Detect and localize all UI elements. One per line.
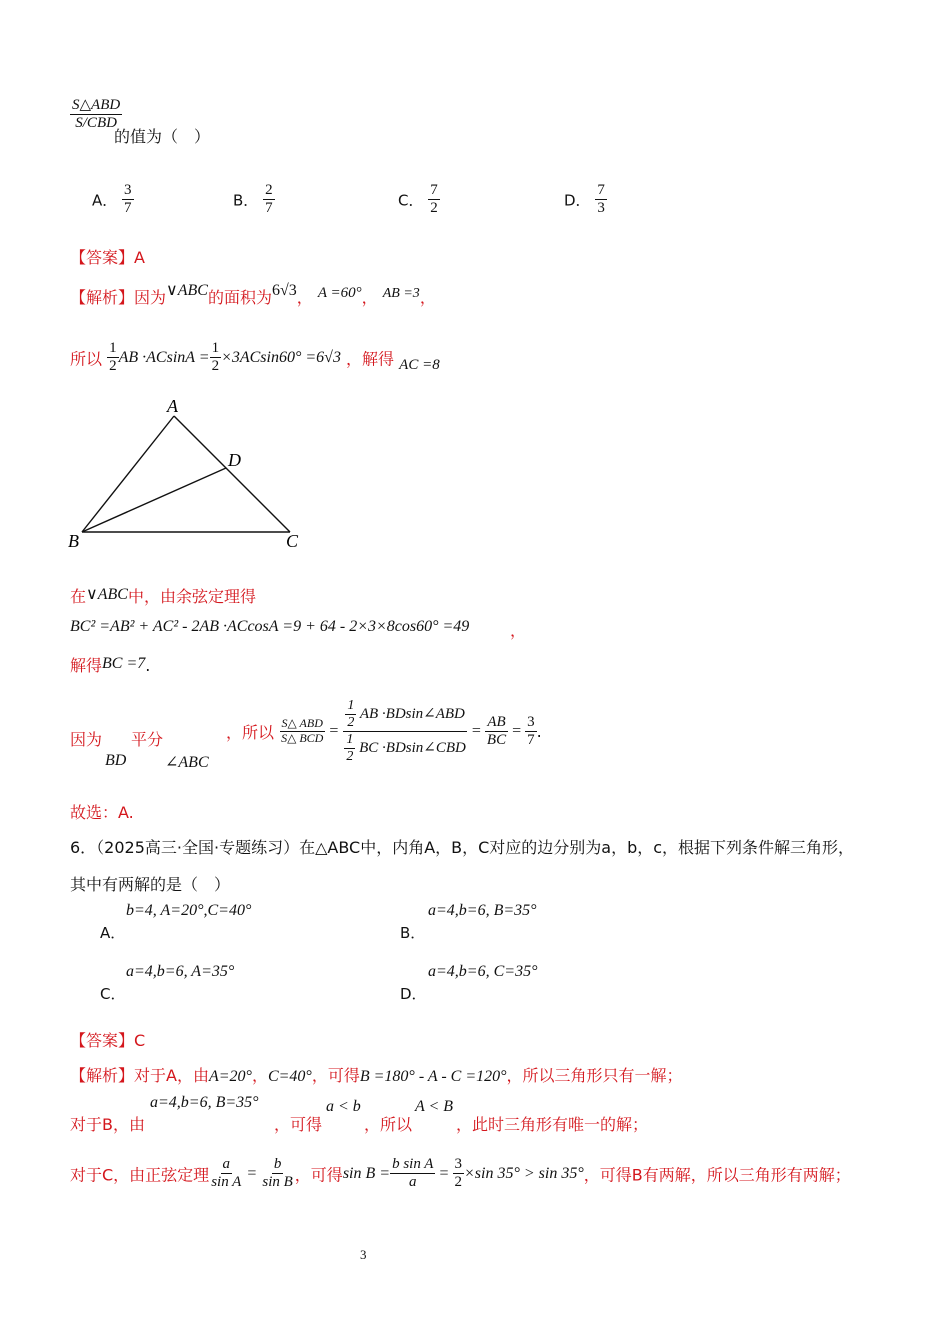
a1-conclusion: ，所以三角形只有一解； [506,1066,683,1085]
page-number: 3 [360,1247,367,1262]
bd-label: BD [105,752,127,769]
mid-den: BC ·BDsin∠CBD [359,740,466,757]
a1-angle-c: C=40° [267,1068,312,1085]
q6-option-a-label: A． [100,924,126,942]
half-num-4: 1 [344,732,355,749]
answer-line-q6 [70,1028,145,1051]
solve-text: ，解得 [346,349,395,369]
option-c [398,182,440,218]
vertex-d-label: D [228,450,241,470]
angle-a-value: A =60° [317,285,362,301]
answer-value-q6: C [134,1031,146,1050]
analysis-line-3 [70,584,256,607]
option-c-label: C． [398,191,424,210]
option-d-den: 3 [597,200,605,217]
analysis-because: 因为 [134,288,167,307]
triangle-figure [60,392,320,557]
c1-compare: ×sin 35° > sin 35° [464,1164,584,1182]
answer-value: A [134,248,145,267]
option-b-den: 7 [265,200,273,217]
q6-option-d-label: D． [400,985,427,1003]
analysis-line-5: 解得BC =7. [70,655,151,675]
c1-conclusion: ，可得B有两解，所以三角形有两解； [583,1165,851,1185]
half-num-2: 1 [210,340,222,358]
a1-angle-b: B =180° - A - C =120° [359,1068,507,1085]
so-text: 所以 [70,349,103,369]
option-a-num: 3 [122,182,134,200]
half-den-4: 2 [346,749,354,765]
because-text: 因为 [70,730,103,749]
answer-line-q5 [70,245,145,268]
option-a-den: 7 [124,200,132,217]
mid-num: AB ·BDsin∠ABD [359,706,465,723]
q6-option-d-expr: a=4,b=6, C=35° [428,963,538,980]
option-a [92,182,134,218]
for-b-text: 对于B，由 [70,1115,145,1134]
c1-f1-den: sin A [211,1174,242,1191]
c1-f3-den: a [409,1174,417,1191]
segment-bd [82,468,226,532]
half-num-3: 1 [345,698,356,715]
option-c-num: 7 [428,182,440,200]
q6-option-b-expr: a=4,b=6, B=35° [428,902,537,919]
question-suffix: 的值为（ ） [114,127,211,146]
option-b-label: B． [233,191,259,210]
analysis-area-text: 的面积为 [207,288,272,307]
option-b-num: 2 [263,182,275,200]
c1-f4-num: 3 [453,1156,465,1174]
cosine-equation: BC² =AB² + AC² - 2AB ·ACcosA =9 + 64 - 2×3×8cos60° =49 [70,618,470,635]
c1-f1-num: a [221,1156,233,1174]
comma: ， [510,621,527,640]
result-den: 7 [527,732,535,749]
q6-stem-line-1: 6．（2025高三·全国·专题练习）在△ABC中，内角A，B，C对应的边分别为a，b，c，根据下列条件解三角形， [70,838,855,857]
half-num: 1 [107,340,119,358]
c1-f2-den: sin B [262,1174,293,1191]
b1-get: ，可得 [274,1115,323,1134]
c1-sinb: sin B = [342,1164,391,1182]
bc-result: BC =7 [102,655,146,672]
analysis-tag-q6: 【解析】 [70,1066,135,1085]
ratio-den: BC [486,732,507,749]
b1-given: a=4,b=6, B=35° [150,1094,259,1111]
for-a-text: 对于A，由 [134,1066,209,1085]
vertex-a-label: A [167,396,178,416]
c1-f2-num: b [272,1156,284,1174]
b1-conclusion: ，此时三角形有唯一的解； [456,1115,649,1134]
a1-get: ，可得 [311,1066,360,1085]
b1-a-lt-b: a < b [326,1098,361,1115]
angle-abc-label: ∠ABC [165,754,209,771]
ratio-numerator: S△ABD [70,97,122,115]
ac-result: AC =8 [399,357,440,374]
for-c-text: 对于C，由正弦定理 [70,1165,210,1185]
half-den: 2 [109,358,117,375]
c1-f4-den: 2 [454,1174,462,1191]
bisect-text: 平分 [131,730,164,749]
side-ba [82,416,174,532]
lhs-den: S△ BCD [281,731,324,746]
b1-so: ，所以 [364,1115,413,1134]
cosine-law-text: 中，由余弦定理得 [127,587,256,606]
answer-tag-q6: 【答案】 [70,1031,135,1050]
b1-angle-compare: A < B [415,1098,454,1115]
answer-tag: 【答案】 [70,248,135,267]
result-num: 3 [525,714,537,732]
triangle-abc: ∨ABC [166,282,208,299]
option-d-label: D． [564,191,591,210]
option-d-num: 7 [595,182,607,200]
vertex-b-label: B [68,531,79,551]
q6-option-c-expr: a=4,b=6, A=35° [126,963,235,980]
option-d [564,182,607,218]
q6-option-b-label: B． [400,924,426,942]
side-ab-value: AB =3 [382,286,420,301]
q6-option-c-label: C． [100,985,126,1003]
triangle-abc-2: ∨ABC [86,586,128,603]
option-a-label: A． [92,191,118,210]
q6-option-a-expr: b=4, A=20°,C=40° [126,902,252,919]
side-ac [174,416,290,532]
ratio-equation: ，所以 $\frac{\text{S△ ABD}}{\text{S△ BCD}}$ = $\frac{1}{2}$ AB ·BDsin∠ABD $\frac{1}{2}$ BC ·BDsin∠CBD = $\frac{AB}{BC}$ = $\frac{3}{7}$ . [226,698,542,765]
option-c-den: 2 [430,200,438,217]
lhs-num: S△ ABD [281,716,323,731]
in-text: 在 [70,587,87,606]
half-den-2: 2 [211,358,220,375]
final-choice: 故选：A. [70,803,134,822]
analysis-line-2: 所以 $\frac{1}{2}$ AB ·ACsinA = $\frac{1}{2}$ ×3ACsin60° =6√3 ，解得 AC =8 [70,340,440,375]
q6-analysis-a: 【解析】对于A，由A=20°，C=40°，可得B =180° - A - C =120°，所以三角形只有一解； [70,1066,683,1085]
area-value: 6√3 [271,282,297,299]
analysis-tag: 【解析】 [70,288,135,307]
vertex-c-label: C [286,531,299,551]
c1-f3-num: b sin A [390,1156,435,1174]
so-text-2: ，所以 [226,723,275,743]
c1-get: ，可得 [294,1165,343,1185]
half-den-3: 2 [347,715,355,731]
ratio-num: AB [485,714,507,732]
q6-analysis-c: 对于C，由正弦定理 $\frac{a}{\text{sin A}}$ = $\frac{b}{\text{sin B}}$ ，可得sin B = $\frac{\text{b sin A}}{a}$ = $\frac{3}{2}$ ×sin 35° > sin 35°，可得B有两解，所以三角形有两解； [70,1156,851,1191]
solve-text-2: 解得 [70,656,103,675]
option-b [233,182,275,218]
ratio-denominator: S/CBD [75,115,117,132]
a1-angle-a: A=20° [208,1068,252,1085]
analysis-line-1: 【解析】因为∨ABC的面积为6√3， A =60°， AB =3， [70,282,436,307]
q6-stem-line-2: 其中有两解的是（ ） [70,875,231,894]
